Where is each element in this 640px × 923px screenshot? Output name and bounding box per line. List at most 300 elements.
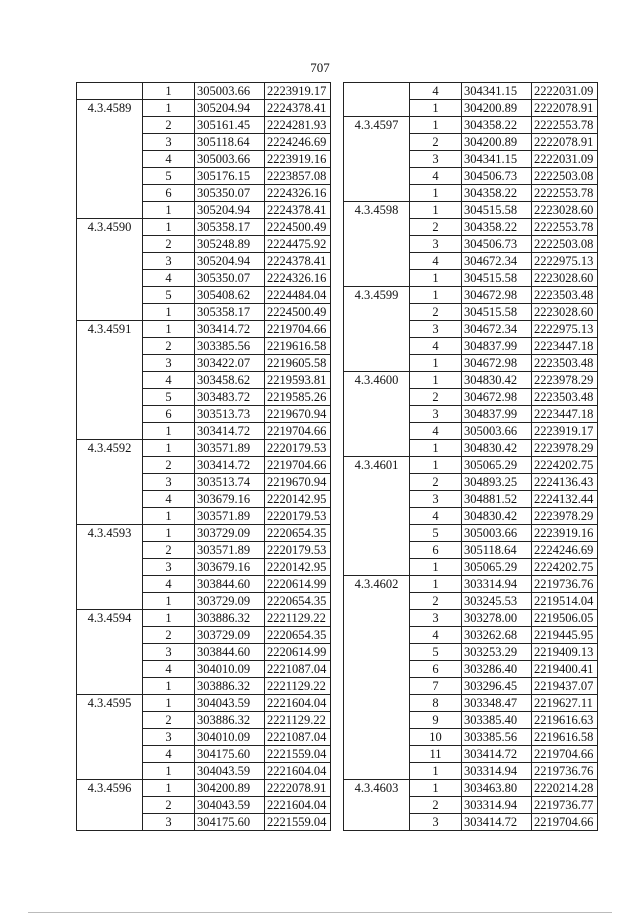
parcel-id-cell xyxy=(77,185,143,202)
table-row xyxy=(344,593,598,610)
table-row xyxy=(77,559,331,576)
point-number-cell: 4 xyxy=(143,372,195,389)
y-coordinate-cell: 2221559.04 xyxy=(265,814,331,831)
y-coordinate-cell: 2219627.11 xyxy=(532,695,598,712)
parcel-id-cell xyxy=(77,797,143,814)
table-row xyxy=(344,287,598,304)
point-number-cell: 1 xyxy=(143,593,195,610)
x-coordinate-cell: 303348.47 xyxy=(462,695,532,712)
point-number-cell: 11 xyxy=(410,746,462,763)
point-number-cell: 4 xyxy=(143,491,195,508)
table-body xyxy=(344,83,598,831)
parcel-id-cell xyxy=(77,661,143,678)
table-row xyxy=(77,236,331,253)
x-coordinate-cell: 305065.29 xyxy=(462,559,532,576)
table-row xyxy=(344,627,598,644)
parcel-id-cell: 4.3.4590 xyxy=(77,219,143,236)
parcel-id-cell xyxy=(344,712,410,729)
point-number-cell: 1 xyxy=(143,100,195,117)
x-coordinate-cell: 304341.15 xyxy=(462,83,532,100)
point-number-cell: 5 xyxy=(410,525,462,542)
table-row xyxy=(344,542,598,559)
point-number-cell: 1 xyxy=(143,525,195,542)
point-number-cell: 5 xyxy=(143,287,195,304)
y-coordinate-cell: 2219593.81 xyxy=(265,372,331,389)
parcel-id-cell xyxy=(344,151,410,168)
y-coordinate-cell: 2223028.60 xyxy=(532,202,598,219)
table-row xyxy=(77,185,331,202)
parcel-id-cell xyxy=(344,185,410,202)
x-coordinate-cell: 305003.66 xyxy=(195,83,265,100)
x-coordinate-cell: 304837.99 xyxy=(462,338,532,355)
y-coordinate-cell: 2224136.43 xyxy=(532,474,598,491)
x-coordinate-cell: 305161.45 xyxy=(195,117,265,134)
x-coordinate-cell: 303314.94 xyxy=(462,763,532,780)
parcel-id-cell xyxy=(344,423,410,440)
point-number-cell: 1 xyxy=(143,763,195,780)
x-coordinate-cell: 304893.25 xyxy=(462,474,532,491)
x-coordinate-cell: 304358.22 xyxy=(462,117,532,134)
x-coordinate-cell: 303414.72 xyxy=(195,321,265,338)
x-coordinate-cell: 303679.16 xyxy=(195,559,265,576)
x-coordinate-cell: 304672.34 xyxy=(462,253,532,270)
y-coordinate-cell: 2222031.09 xyxy=(532,151,598,168)
table-row xyxy=(77,695,331,712)
parcel-id-cell xyxy=(344,389,410,406)
x-coordinate-cell: 305350.07 xyxy=(195,185,265,202)
x-coordinate-cell: 303729.09 xyxy=(195,525,265,542)
table-row xyxy=(344,151,598,168)
point-number-cell: 4 xyxy=(143,576,195,593)
y-coordinate-cell: 2222503.08 xyxy=(532,236,598,253)
x-coordinate-cell: 304010.09 xyxy=(195,661,265,678)
y-coordinate-cell: 2223919.17 xyxy=(532,423,598,440)
table-row xyxy=(77,474,331,491)
parcel-id-cell xyxy=(77,389,143,406)
parcel-id-cell xyxy=(344,474,410,491)
point-number-cell: 1 xyxy=(410,202,462,219)
parcel-id-cell xyxy=(77,712,143,729)
table-row xyxy=(77,406,331,423)
table-row xyxy=(77,678,331,695)
table-row xyxy=(77,661,331,678)
table-row xyxy=(77,508,331,525)
table-row xyxy=(344,406,598,423)
parcel-id-cell xyxy=(77,457,143,474)
y-coordinate-cell: 2221604.04 xyxy=(265,695,331,712)
x-coordinate-cell: 303458.62 xyxy=(195,372,265,389)
y-coordinate-cell: 2219514.04 xyxy=(532,593,598,610)
x-coordinate-cell: 304200.89 xyxy=(195,780,265,797)
table-row xyxy=(344,814,598,831)
coordinate-table-right xyxy=(343,82,598,831)
point-number-cell: 3 xyxy=(410,151,462,168)
y-coordinate-cell: 2223503.48 xyxy=(532,389,598,406)
parcel-id-cell xyxy=(344,763,410,780)
parcel-id-cell xyxy=(344,695,410,712)
table-row xyxy=(344,525,598,542)
x-coordinate-cell: 303513.74 xyxy=(195,474,265,491)
point-number-cell: 3 xyxy=(143,729,195,746)
point-number-cell: 4 xyxy=(410,338,462,355)
point-number-cell: 1 xyxy=(143,219,195,236)
table-row xyxy=(344,491,598,508)
parcel-id-cell xyxy=(344,321,410,338)
x-coordinate-cell: 303886.32 xyxy=(195,610,265,627)
y-coordinate-cell: 2219736.77 xyxy=(532,797,598,814)
parcel-id-cell xyxy=(77,644,143,661)
parcel-id-cell xyxy=(77,270,143,287)
parcel-id-cell xyxy=(77,559,143,576)
y-coordinate-cell: 2219400.41 xyxy=(532,661,598,678)
table-row xyxy=(77,457,331,474)
parcel-id-cell xyxy=(77,491,143,508)
y-coordinate-cell: 2219704.66 xyxy=(532,746,598,763)
table-row xyxy=(344,797,598,814)
parcel-id-cell: 4.3.4601 xyxy=(344,457,410,474)
x-coordinate-cell: 305003.66 xyxy=(462,525,532,542)
y-coordinate-cell: 2220654.35 xyxy=(265,593,331,610)
parcel-id-cell xyxy=(77,508,143,525)
parcel-id-cell xyxy=(77,423,143,440)
y-coordinate-cell: 2224326.16 xyxy=(265,270,331,287)
table-row xyxy=(77,627,331,644)
y-coordinate-cell: 2224246.69 xyxy=(265,134,331,151)
table-row xyxy=(344,729,598,746)
parcel-id-cell xyxy=(77,763,143,780)
x-coordinate-cell: 303414.72 xyxy=(462,814,532,831)
y-coordinate-cell: 2221087.04 xyxy=(265,729,331,746)
parcel-id-cell xyxy=(344,814,410,831)
x-coordinate-cell: 303844.60 xyxy=(195,644,265,661)
x-coordinate-cell: 305118.64 xyxy=(195,134,265,151)
y-coordinate-cell: 2224378.41 xyxy=(265,202,331,219)
parcel-id-cell xyxy=(344,627,410,644)
x-coordinate-cell: 304830.42 xyxy=(462,372,532,389)
parcel-id-cell: 4.3.4591 xyxy=(77,321,143,338)
parcel-id-cell xyxy=(77,338,143,355)
parcel-id-cell xyxy=(77,814,143,831)
point-number-cell: 3 xyxy=(410,610,462,627)
parcel-id-cell xyxy=(77,406,143,423)
y-coordinate-cell: 2223919.17 xyxy=(265,83,331,100)
point-number-cell: 6 xyxy=(143,185,195,202)
parcel-id-cell xyxy=(344,797,410,814)
point-number-cell: 1 xyxy=(143,695,195,712)
parcel-id-cell xyxy=(344,355,410,372)
parcel-id-cell xyxy=(77,168,143,185)
table-row xyxy=(77,763,331,780)
point-number-cell: 3 xyxy=(410,236,462,253)
x-coordinate-cell: 304672.98 xyxy=(462,355,532,372)
table-row xyxy=(344,321,598,338)
point-number-cell: 1 xyxy=(143,202,195,219)
parcel-id-cell xyxy=(344,542,410,559)
point-number-cell: 1 xyxy=(143,321,195,338)
table-row xyxy=(77,593,331,610)
x-coordinate-cell: 303286.40 xyxy=(462,661,532,678)
parcel-id-cell xyxy=(344,729,410,746)
table-row xyxy=(344,202,598,219)
x-coordinate-cell: 303729.09 xyxy=(195,627,265,644)
x-coordinate-cell: 304175.60 xyxy=(195,746,265,763)
y-coordinate-cell: 2221129.22 xyxy=(265,712,331,729)
table-row xyxy=(77,576,331,593)
table-row xyxy=(77,134,331,151)
x-coordinate-cell: 304837.99 xyxy=(462,406,532,423)
parcel-id-cell: 4.3.4603 xyxy=(344,780,410,797)
point-number-cell: 1 xyxy=(410,355,462,372)
table-row xyxy=(77,644,331,661)
point-number-cell: 1 xyxy=(143,610,195,627)
point-number-cell: 3 xyxy=(143,253,195,270)
table-row xyxy=(344,508,598,525)
parcel-id-cell xyxy=(344,746,410,763)
table-row xyxy=(77,287,331,304)
table-row xyxy=(344,576,598,593)
table-row xyxy=(344,610,598,627)
x-coordinate-cell: 304200.89 xyxy=(462,134,532,151)
y-coordinate-cell: 2224500.49 xyxy=(265,304,331,321)
table-row xyxy=(77,219,331,236)
table-row xyxy=(344,236,598,253)
parcel-id-cell xyxy=(77,134,143,151)
x-coordinate-cell: 305204.94 xyxy=(195,202,265,219)
y-coordinate-cell: 2220214.28 xyxy=(532,780,598,797)
y-coordinate-cell: 2222078.91 xyxy=(532,134,598,151)
table-row xyxy=(77,151,331,168)
table-row xyxy=(77,338,331,355)
point-number-cell: 4 xyxy=(410,508,462,525)
table-row xyxy=(344,780,598,797)
point-number-cell: 4 xyxy=(143,270,195,287)
table-row xyxy=(77,253,331,270)
parcel-id-cell xyxy=(77,287,143,304)
y-coordinate-cell: 2223978.29 xyxy=(532,372,598,389)
parcel-id-cell xyxy=(77,202,143,219)
table-row xyxy=(344,185,598,202)
y-coordinate-cell: 2222078.91 xyxy=(265,780,331,797)
point-number-cell: 1 xyxy=(410,117,462,134)
point-number-cell: 3 xyxy=(410,406,462,423)
y-coordinate-cell: 2223978.29 xyxy=(532,508,598,525)
parcel-id-cell xyxy=(344,338,410,355)
x-coordinate-cell: 304672.98 xyxy=(462,389,532,406)
table-row xyxy=(77,372,331,389)
table-row xyxy=(77,355,331,372)
point-number-cell: 1 xyxy=(410,559,462,576)
parcel-id-cell xyxy=(344,270,410,287)
parcel-id-cell xyxy=(344,236,410,253)
parcel-id-cell: 4.3.4594 xyxy=(77,610,143,627)
parcel-id-cell xyxy=(344,134,410,151)
x-coordinate-cell: 303422.07 xyxy=(195,355,265,372)
table-row xyxy=(77,321,331,338)
point-number-cell: 2 xyxy=(143,117,195,134)
point-number-cell: 2 xyxy=(410,134,462,151)
parcel-id-cell: 4.3.4592 xyxy=(77,440,143,457)
table-row xyxy=(344,474,598,491)
table-row xyxy=(344,117,598,134)
x-coordinate-cell: 305176.15 xyxy=(195,168,265,185)
point-number-cell: 2 xyxy=(143,712,195,729)
point-number-cell: 9 xyxy=(410,712,462,729)
parcel-id-cell: 4.3.4599 xyxy=(344,287,410,304)
point-number-cell: 2 xyxy=(143,338,195,355)
table-row xyxy=(77,423,331,440)
x-coordinate-cell: 303314.94 xyxy=(462,576,532,593)
x-coordinate-cell: 304515.58 xyxy=(462,202,532,219)
point-number-cell: 6 xyxy=(410,542,462,559)
table-row xyxy=(344,389,598,406)
point-number-cell: 2 xyxy=(410,474,462,491)
x-coordinate-cell: 305204.94 xyxy=(195,100,265,117)
y-coordinate-cell: 2219409.13 xyxy=(532,644,598,661)
point-number-cell: 5 xyxy=(410,644,462,661)
point-number-cell: 1 xyxy=(410,440,462,457)
y-coordinate-cell: 2224202.75 xyxy=(532,559,598,576)
table-row xyxy=(77,525,331,542)
x-coordinate-cell: 304200.89 xyxy=(462,100,532,117)
point-number-cell: 3 xyxy=(143,644,195,661)
x-coordinate-cell: 303571.89 xyxy=(195,508,265,525)
table-row xyxy=(77,542,331,559)
point-number-cell: 1 xyxy=(410,576,462,593)
table-row xyxy=(344,457,598,474)
point-number-cell: 4 xyxy=(143,746,195,763)
point-number-cell: 6 xyxy=(143,406,195,423)
y-coordinate-cell: 2219585.26 xyxy=(265,389,331,406)
y-coordinate-cell: 2219704.66 xyxy=(532,814,598,831)
y-coordinate-cell: 2219506.05 xyxy=(532,610,598,627)
x-coordinate-cell: 304672.98 xyxy=(462,287,532,304)
parcel-id-cell: 4.3.4596 xyxy=(77,780,143,797)
table-row xyxy=(344,644,598,661)
point-number-cell: 2 xyxy=(410,593,462,610)
table-row xyxy=(77,168,331,185)
point-number-cell: 2 xyxy=(410,219,462,236)
x-coordinate-cell: 304881.52 xyxy=(462,491,532,508)
table-row xyxy=(344,746,598,763)
x-coordinate-cell: 303296.45 xyxy=(462,678,532,695)
parcel-id-cell xyxy=(77,372,143,389)
table-row xyxy=(77,797,331,814)
x-coordinate-cell: 304010.09 xyxy=(195,729,265,746)
parcel-id-cell: 4.3.4602 xyxy=(344,576,410,593)
y-coordinate-cell: 2223447.18 xyxy=(532,338,598,355)
x-coordinate-cell: 303385.40 xyxy=(462,712,532,729)
y-coordinate-cell: 2222553.78 xyxy=(532,117,598,134)
x-coordinate-cell: 303414.72 xyxy=(195,457,265,474)
point-number-cell: 2 xyxy=(143,627,195,644)
point-number-cell: 5 xyxy=(143,389,195,406)
x-coordinate-cell: 304672.34 xyxy=(462,321,532,338)
y-coordinate-cell: 2221604.04 xyxy=(265,763,331,780)
point-number-cell: 3 xyxy=(143,134,195,151)
x-coordinate-cell: 303513.73 xyxy=(195,406,265,423)
x-coordinate-cell: 303729.09 xyxy=(195,593,265,610)
y-coordinate-cell: 2221129.22 xyxy=(265,610,331,627)
parcel-id-cell xyxy=(77,253,143,270)
y-coordinate-cell: 2222503.08 xyxy=(532,168,598,185)
table-row xyxy=(344,440,598,457)
point-number-cell: 4 xyxy=(410,83,462,100)
point-number-cell: 1 xyxy=(143,304,195,321)
y-coordinate-cell: 2221559.04 xyxy=(265,746,331,763)
parcel-id-cell xyxy=(344,440,410,457)
x-coordinate-cell: 304175.60 xyxy=(195,814,265,831)
x-coordinate-cell: 304358.22 xyxy=(462,185,532,202)
parcel-id-cell xyxy=(344,83,410,100)
y-coordinate-cell: 2220654.35 xyxy=(265,525,331,542)
point-number-cell: 2 xyxy=(143,542,195,559)
point-number-cell: 4 xyxy=(410,253,462,270)
point-number-cell: 1 xyxy=(410,270,462,287)
y-coordinate-cell: 2219437.07 xyxy=(532,678,598,695)
y-coordinate-cell: 2224378.41 xyxy=(265,100,331,117)
x-coordinate-cell: 303483.72 xyxy=(195,389,265,406)
y-coordinate-cell: 2219704.66 xyxy=(265,457,331,474)
point-number-cell: 1 xyxy=(410,780,462,797)
table-row xyxy=(77,83,331,100)
x-coordinate-cell: 303262.68 xyxy=(462,627,532,644)
parcel-id-cell xyxy=(77,593,143,610)
point-number-cell: 10 xyxy=(410,729,462,746)
point-number-cell: 4 xyxy=(410,423,462,440)
x-coordinate-cell: 303414.72 xyxy=(462,746,532,763)
parcel-id-cell xyxy=(77,236,143,253)
y-coordinate-cell: 2219670.94 xyxy=(265,406,331,423)
x-coordinate-cell: 303245.53 xyxy=(462,593,532,610)
point-number-cell: 2 xyxy=(410,304,462,321)
y-coordinate-cell: 2224281.93 xyxy=(265,117,331,134)
y-coordinate-cell: 2219445.95 xyxy=(532,627,598,644)
table-row xyxy=(344,219,598,236)
table-row xyxy=(77,202,331,219)
x-coordinate-cell: 305204.94 xyxy=(195,253,265,270)
point-number-cell: 1 xyxy=(143,440,195,457)
x-coordinate-cell: 303385.56 xyxy=(462,729,532,746)
table-row xyxy=(77,814,331,831)
point-number-cell: 4 xyxy=(143,661,195,678)
point-number-cell: 1 xyxy=(410,100,462,117)
y-coordinate-cell: 2219704.66 xyxy=(265,423,331,440)
parcel-id-cell xyxy=(344,525,410,542)
y-coordinate-cell: 2220142.95 xyxy=(265,491,331,508)
point-number-cell: 1 xyxy=(410,763,462,780)
table-row xyxy=(344,100,598,117)
table-row xyxy=(344,134,598,151)
x-coordinate-cell: 304043.59 xyxy=(195,695,265,712)
table-row xyxy=(77,746,331,763)
y-coordinate-cell: 2224202.75 xyxy=(532,457,598,474)
point-number-cell: 1 xyxy=(143,508,195,525)
y-coordinate-cell: 2224475.92 xyxy=(265,236,331,253)
y-coordinate-cell: 2220179.53 xyxy=(265,542,331,559)
y-coordinate-cell: 2223919.16 xyxy=(265,151,331,168)
parcel-id-cell xyxy=(344,491,410,508)
y-coordinate-cell: 2223919.16 xyxy=(532,525,598,542)
y-coordinate-cell: 2222975.13 xyxy=(532,253,598,270)
parcel-id-cell xyxy=(77,576,143,593)
parcel-id-cell xyxy=(344,644,410,661)
y-coordinate-cell: 2223028.60 xyxy=(532,270,598,287)
x-coordinate-cell: 304830.42 xyxy=(462,440,532,457)
point-number-cell: 1 xyxy=(410,185,462,202)
y-coordinate-cell: 2223503.48 xyxy=(532,355,598,372)
y-coordinate-cell: 2221604.04 xyxy=(265,797,331,814)
x-coordinate-cell: 303385.56 xyxy=(195,338,265,355)
